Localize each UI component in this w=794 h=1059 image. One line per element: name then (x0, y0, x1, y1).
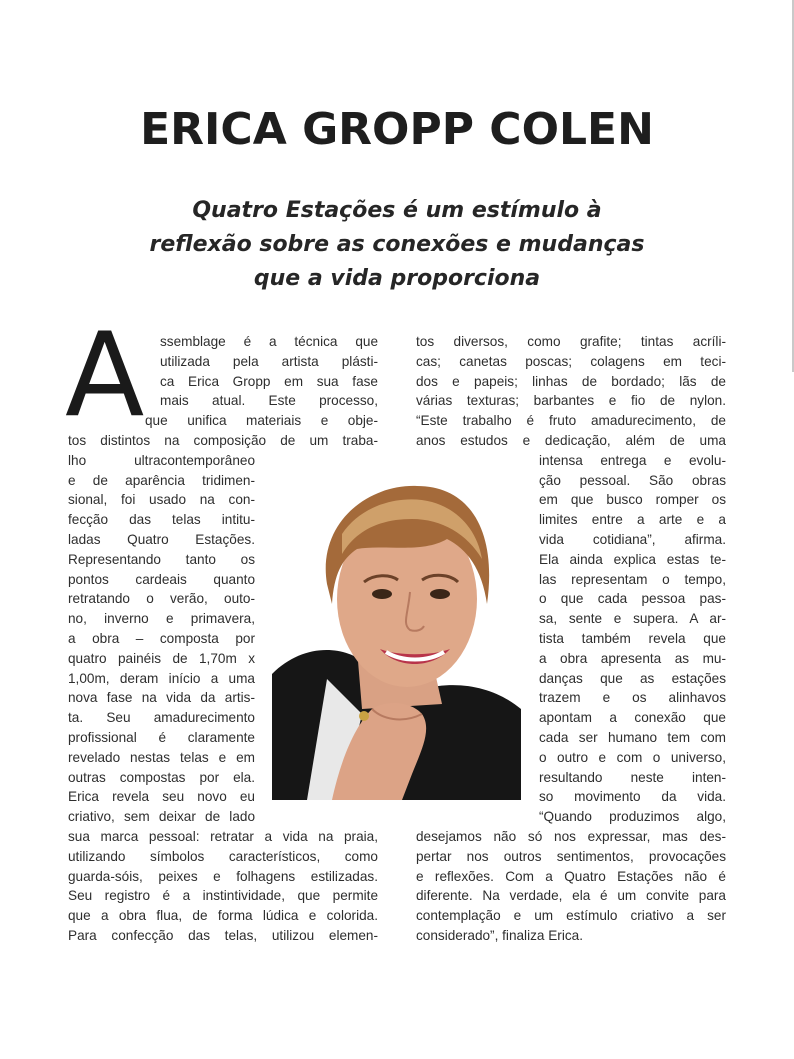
body-text-line: criativo, sem deixar de lado (68, 809, 255, 825)
body-text-line: o que cada pessoa pas- (539, 591, 726, 607)
body-text-line: tos diversos, como grafite; tintas acríli- (416, 334, 726, 349)
body-text-line: profissional é claramente (68, 730, 255, 745)
body-text-line: apontam a conexão que (539, 710, 726, 726)
body-text-line: revelado nestas telas e em (68, 749, 255, 765)
body-text-line: resultando neste inten- (539, 769, 726, 785)
body-text-line: tista também revela que (539, 631, 726, 646)
body-text-line: contemplação e um estímulo criativo a ser (416, 908, 726, 924)
body-text-line: retratando o verão, outo- (68, 591, 255, 607)
body-text-line: “Quando produzimos algo, (539, 809, 726, 825)
body-text-line: que unifica materiais e obje- (145, 413, 378, 429)
subtitle-line: Quatro Estações é um estímulo à (192, 198, 602, 223)
body-text-line: pontos cardeais quanto (68, 571, 255, 587)
body-text-line: sional, foi usado na con- (68, 492, 255, 508)
body-text-line: cas; canetas poscas; colagens em teci- (416, 353, 726, 369)
body-text-line: danças que as estações (539, 670, 726, 686)
body-text-line: pertar nos outros sentimentos, provocações (416, 848, 726, 864)
body-text-line: utilizando símbolos característicos, como (68, 848, 378, 864)
subtitle-line: que a vida proporciona (253, 266, 541, 291)
body-text-line: guarda-sóis, peixes e folhagens estilizadas. (68, 868, 378, 884)
body-text-line: vida cotidiana”, afirma. (539, 532, 726, 547)
body-text-line: cada ser humano tem com (539, 730, 726, 745)
body-text-line: o outro e com o universo, (539, 749, 726, 765)
body-text-line: limites entre a arte e a (539, 512, 726, 528)
body-text-line: nova fase na vida da artis- (68, 690, 255, 706)
body-text-line: trazem e os alinhavos (539, 690, 726, 706)
body-text-line: desejamos não só nos expressar, mas des- (416, 829, 726, 844)
body-text-line: considerado”, finaliza Erica. (416, 928, 583, 943)
portrait-photo (272, 474, 521, 800)
body-text-line: no, inverno e primavera, (68, 611, 255, 627)
body-text-line: a obra apresenta as mu- (539, 650, 726, 666)
body-text-line: ção pessoal. São obras (539, 472, 726, 488)
body-text-line: em que busco romper os (539, 492, 726, 508)
article-subtitle (90, 194, 704, 296)
body-text-line: sua marca pessoal: retratar a vida na praia, (68, 829, 378, 844)
body-text-line: sa, sente e supera. A ar- (539, 611, 726, 627)
body-text-line: 1,00m, deram início a uma (68, 670, 255, 686)
subtitle-line: reflexão sobre as conexões e mudanças (149, 232, 645, 257)
body-text-line: lho ultracontemporâneo (68, 452, 255, 468)
body-text-line: so movimento da vida. (539, 789, 726, 805)
body-text-line: Seu registro é a instintividade, que permite (68, 888, 378, 904)
page-title: ERICA GROPP COLEN (140, 104, 654, 155)
body-text-line: “Este trabalho é fruto amadurecimento, de (416, 413, 726, 429)
body-text-line: intensa entrega e evolu- (539, 452, 726, 468)
body-text-line: diferente. Na verdade, ela é um convite para (416, 888, 726, 904)
body-text-line: utilizada pela artista plásti- (160, 353, 378, 369)
body-text-line: quatro painéis de 1,70m x (68, 650, 255, 666)
body-text-line: anos estudos e dedicação, além de uma (416, 433, 726, 448)
body-text-line: Ela ainda explica estas te- (539, 551, 726, 567)
body-text-line: que a obra flua, de forma lúdica e colorida. (68, 908, 378, 924)
body-text-line: várias texturas; barbantes e fio de nylon. (416, 393, 726, 409)
body-text-line: fecção das telas intitu- (68, 512, 255, 528)
body-text-line: tos distintos na composição de um traba- (68, 433, 378, 448)
body-text-line: mais atual. Este processo, (160, 393, 378, 409)
body-text-line: Erica revela seu novo eu (68, 789, 255, 805)
body-text-line: outras compostas por ela. (68, 769, 255, 785)
body-text-line: e reflexões. Com a Quatro Estações não é (416, 868, 726, 884)
body-text-line: las representam o tempo, (539, 571, 726, 587)
body-text-line: ladas Quatro Estações. (68, 532, 255, 547)
body-text-line: e de aparência tridimen- (68, 472, 255, 488)
drop-cap: A (65, 308, 145, 443)
body-text-line: Representando tanto os (68, 551, 255, 567)
body-text-line: ca Erica Gropp em sua fase (160, 373, 378, 389)
body-text-line: ta. Seu amadurecimento (68, 710, 255, 726)
body-text-line: a obra – composta por (68, 631, 255, 646)
body-text-line: dos e papeis; linhas de bordado; lãs de (416, 373, 726, 389)
body-text-line: Para confecção das telas, utilizou elemen- (68, 928, 378, 943)
body-text-line: ssemblage é a técnica que (160, 334, 378, 349)
